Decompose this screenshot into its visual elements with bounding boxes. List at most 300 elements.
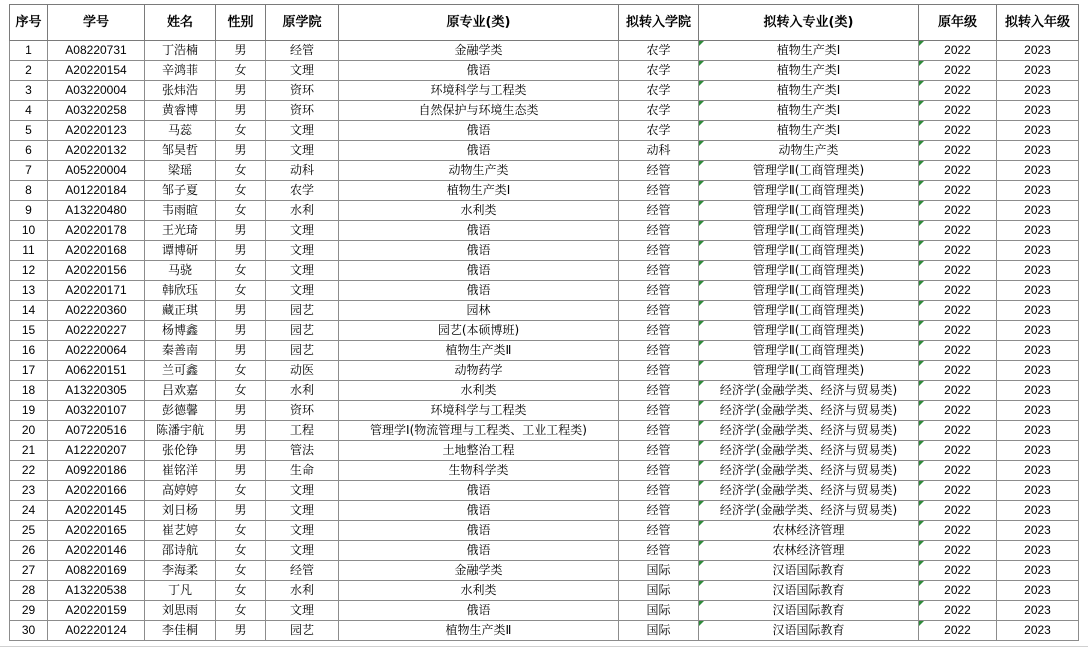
cell-target-grade[interactable]: 2023 — [997, 621, 1079, 641]
cell-original-grade[interactable]: 2022 — [919, 561, 997, 581]
cell-name[interactable]: 王光琦 — [145, 221, 216, 241]
cell-gender[interactable]: 男 — [216, 301, 266, 321]
cell-original-major[interactable]: 土地整治工程 — [339, 441, 619, 461]
cell-original-grade[interactable]: 2022 — [919, 241, 997, 261]
cell-original-major[interactable]: 水利类 — [339, 381, 619, 401]
cell-target-major[interactable]: 经济学(金融学类、经济与贸易类) — [699, 481, 919, 501]
cell-original-college[interactable]: 文理 — [266, 241, 339, 261]
header-target-grade[interactable]: 拟转入年级 — [997, 5, 1079, 41]
cell-name[interactable]: 谭博研 — [145, 241, 216, 261]
cell-target-college[interactable]: 农学 — [619, 41, 699, 61]
cell-target-college[interactable]: 经管 — [619, 241, 699, 261]
cell-gender[interactable]: 男 — [216, 321, 266, 341]
cell-seq[interactable]: 15 — [10, 321, 48, 341]
cell-name[interactable]: 藏正琪 — [145, 301, 216, 321]
cell-student-id[interactable]: A03220004 — [48, 81, 145, 101]
cell-original-college[interactable]: 文理 — [266, 61, 339, 81]
header-name[interactable]: 姓名 — [145, 5, 216, 41]
cell-original-major[interactable]: 俄语 — [339, 61, 619, 81]
cell-target-major[interactable]: 汉语国际教育 — [699, 561, 919, 581]
header-original-college[interactable]: 原学院 — [266, 5, 339, 41]
cell-original-major[interactable]: 俄语 — [339, 261, 619, 281]
cell-original-college[interactable]: 水利 — [266, 581, 339, 601]
cell-name[interactable]: 韩欣珏 — [145, 281, 216, 301]
cell-original-major[interactable]: 俄语 — [339, 241, 619, 261]
cell-original-major[interactable]: 植物生产类Ⅰ — [339, 181, 619, 201]
cell-target-major[interactable]: 动物生产类 — [699, 141, 919, 161]
cell-target-major[interactable]: 植物生产类Ⅰ — [699, 61, 919, 81]
cell-target-grade[interactable]: 2023 — [997, 161, 1079, 181]
cell-student-id[interactable]: A06220151 — [48, 361, 145, 381]
cell-target-major[interactable]: 管理学Ⅱ(工商管理类) — [699, 281, 919, 301]
cell-original-college[interactable]: 管法 — [266, 441, 339, 461]
cell-original-major[interactable]: 俄语 — [339, 141, 619, 161]
cell-gender[interactable]: 男 — [216, 41, 266, 61]
cell-seq[interactable]: 18 — [10, 381, 48, 401]
cell-original-major[interactable]: 俄语 — [339, 281, 619, 301]
cell-seq[interactable]: 12 — [10, 261, 48, 281]
cell-gender[interactable]: 女 — [216, 601, 266, 621]
cell-original-major[interactable]: 管理学Ⅰ(物流管理与工程类、工业工程类) — [339, 421, 619, 441]
header-original-grade[interactable]: 原年级 — [919, 5, 997, 41]
cell-original-college[interactable]: 资环 — [266, 101, 339, 121]
cell-original-major[interactable]: 金融学类 — [339, 41, 619, 61]
cell-target-major[interactable]: 管理学Ⅱ(工商管理类) — [699, 181, 919, 201]
cell-gender[interactable]: 女 — [216, 281, 266, 301]
cell-target-college[interactable]: 经管 — [619, 341, 699, 361]
cell-seq[interactable]: 30 — [10, 621, 48, 641]
cell-original-college[interactable]: 文理 — [266, 481, 339, 501]
cell-target-grade[interactable]: 2023 — [997, 81, 1079, 101]
cell-seq[interactable]: 6 — [10, 141, 48, 161]
cell-target-college[interactable]: 国际 — [619, 581, 699, 601]
cell-original-major[interactable]: 金融学类 — [339, 561, 619, 581]
cell-target-college[interactable]: 经管 — [619, 381, 699, 401]
cell-gender[interactable]: 男 — [216, 401, 266, 421]
cell-student-id[interactable]: A12220207 — [48, 441, 145, 461]
cell-target-college[interactable]: 农学 — [619, 61, 699, 81]
cell-gender[interactable]: 女 — [216, 121, 266, 141]
cell-target-grade[interactable]: 2023 — [997, 401, 1079, 421]
cell-original-major[interactable]: 俄语 — [339, 221, 619, 241]
cell-original-grade[interactable]: 2022 — [919, 461, 997, 481]
cell-seq[interactable]: 9 — [10, 201, 48, 221]
cell-target-major[interactable]: 管理学Ⅱ(工商管理类) — [699, 361, 919, 381]
cell-student-id[interactable]: A20220171 — [48, 281, 145, 301]
cell-target-major[interactable]: 管理学Ⅱ(工商管理类) — [699, 161, 919, 181]
cell-student-id[interactable]: A08220169 — [48, 561, 145, 581]
cell-original-college[interactable]: 生命 — [266, 461, 339, 481]
cell-student-id[interactable]: A02220124 — [48, 621, 145, 641]
cell-target-major[interactable]: 经济学(金融学类、经济与贸易类) — [699, 421, 919, 441]
cell-name[interactable]: 马蕊 — [145, 121, 216, 141]
cell-original-grade[interactable]: 2022 — [919, 401, 997, 421]
cell-seq[interactable]: 7 — [10, 161, 48, 181]
cell-target-college[interactable]: 经管 — [619, 481, 699, 501]
cell-gender[interactable]: 女 — [216, 181, 266, 201]
cell-original-major[interactable]: 俄语 — [339, 121, 619, 141]
cell-original-grade[interactable]: 2022 — [919, 301, 997, 321]
cell-original-grade[interactable]: 2022 — [919, 581, 997, 601]
cell-original-college[interactable]: 工程 — [266, 421, 339, 441]
cell-target-college[interactable]: 国际 — [619, 561, 699, 581]
cell-target-major[interactable]: 农林经济管理 — [699, 521, 919, 541]
cell-gender[interactable]: 男 — [216, 241, 266, 261]
cell-seq[interactable]: 20 — [10, 421, 48, 441]
cell-name[interactable]: 李海柔 — [145, 561, 216, 581]
cell-target-grade[interactable]: 2023 — [997, 441, 1079, 461]
cell-original-major[interactable]: 俄语 — [339, 501, 619, 521]
cell-seq[interactable]: 10 — [10, 221, 48, 241]
cell-target-major[interactable]: 管理学Ⅱ(工商管理类) — [699, 201, 919, 221]
cell-original-grade[interactable]: 2022 — [919, 501, 997, 521]
cell-seq[interactable]: 22 — [10, 461, 48, 481]
cell-gender[interactable]: 女 — [216, 201, 266, 221]
cell-target-major[interactable]: 汉语国际教育 — [699, 601, 919, 621]
header-target-college[interactable]: 拟转入学院 — [619, 5, 699, 41]
cell-original-grade[interactable]: 2022 — [919, 201, 997, 221]
cell-original-grade[interactable]: 2022 — [919, 381, 997, 401]
cell-original-grade[interactable]: 2022 — [919, 481, 997, 501]
cell-student-id[interactable]: A20220159 — [48, 601, 145, 621]
cell-original-major[interactable]: 自然保护与环境生态类 — [339, 101, 619, 121]
cell-target-major[interactable]: 植物生产类Ⅰ — [699, 41, 919, 61]
cell-student-id[interactable]: A02220360 — [48, 301, 145, 321]
cell-original-major[interactable]: 俄语 — [339, 521, 619, 541]
cell-student-id[interactable]: A20220123 — [48, 121, 145, 141]
cell-target-grade[interactable]: 2023 — [997, 381, 1079, 401]
cell-target-major[interactable]: 农林经济管理 — [699, 541, 919, 561]
cell-original-grade[interactable]: 2022 — [919, 601, 997, 621]
cell-seq[interactable]: 11 — [10, 241, 48, 261]
cell-name[interactable]: 吕欢嘉 — [145, 381, 216, 401]
cell-original-college[interactable]: 农学 — [266, 181, 339, 201]
cell-target-grade[interactable]: 2023 — [997, 41, 1079, 61]
cell-target-major[interactable]: 管理学Ⅱ(工商管理类) — [699, 321, 919, 341]
cell-target-college[interactable]: 农学 — [619, 101, 699, 121]
cell-target-major[interactable]: 经济学(金融学类、经济与贸易类) — [699, 381, 919, 401]
cell-name[interactable]: 马骁 — [145, 261, 216, 281]
cell-seq[interactable]: 21 — [10, 441, 48, 461]
cell-target-college[interactable]: 经管 — [619, 181, 699, 201]
cell-target-college[interactable]: 经管 — [619, 541, 699, 561]
cell-seq[interactable]: 14 — [10, 301, 48, 321]
cell-target-grade[interactable]: 2023 — [997, 201, 1079, 221]
cell-gender[interactable]: 男 — [216, 141, 266, 161]
cell-gender[interactable]: 女 — [216, 521, 266, 541]
cell-gender[interactable]: 女 — [216, 61, 266, 81]
cell-name[interactable]: 邹昊哲 — [145, 141, 216, 161]
cell-original-college[interactable]: 文理 — [266, 121, 339, 141]
cell-target-college[interactable]: 经管 — [619, 261, 699, 281]
cell-name[interactable]: 丁凡 — [145, 581, 216, 601]
cell-original-grade[interactable]: 2022 — [919, 221, 997, 241]
cell-gender[interactable]: 男 — [216, 421, 266, 441]
cell-name[interactable]: 陈潘宇航 — [145, 421, 216, 441]
cell-name[interactable]: 邵诗航 — [145, 541, 216, 561]
cell-target-college[interactable]: 经管 — [619, 361, 699, 381]
cell-target-grade[interactable]: 2023 — [997, 601, 1079, 621]
cell-original-major[interactable]: 水利类 — [339, 581, 619, 601]
cell-gender[interactable]: 男 — [216, 81, 266, 101]
cell-target-grade[interactable]: 2023 — [997, 561, 1079, 581]
cell-original-college[interactable]: 文理 — [266, 541, 339, 561]
cell-original-college[interactable]: 资环 — [266, 401, 339, 421]
cell-original-college[interactable]: 园艺 — [266, 341, 339, 361]
cell-target-grade[interactable]: 2023 — [997, 141, 1079, 161]
cell-student-id[interactable]: A07220516 — [48, 421, 145, 441]
cell-gender[interactable]: 男 — [216, 221, 266, 241]
cell-target-grade[interactable]: 2023 — [997, 421, 1079, 441]
cell-original-college[interactable]: 动医 — [266, 361, 339, 381]
cell-gender[interactable]: 男 — [216, 441, 266, 461]
cell-original-major[interactable]: 俄语 — [339, 601, 619, 621]
cell-seq[interactable]: 17 — [10, 361, 48, 381]
cell-name[interactable]: 高婷婷 — [145, 481, 216, 501]
cell-seq[interactable]: 5 — [10, 121, 48, 141]
cell-target-grade[interactable]: 2023 — [997, 541, 1079, 561]
cell-original-grade[interactable]: 2022 — [919, 361, 997, 381]
cell-target-college[interactable]: 经管 — [619, 321, 699, 341]
cell-original-grade[interactable]: 2022 — [919, 421, 997, 441]
cell-seq[interactable]: 26 — [10, 541, 48, 561]
cell-target-grade[interactable]: 2023 — [997, 281, 1079, 301]
cell-student-id[interactable]: A20220145 — [48, 501, 145, 521]
cell-student-id[interactable]: A20220168 — [48, 241, 145, 261]
cell-target-college[interactable]: 经管 — [619, 401, 699, 421]
cell-original-major[interactable]: 植物生产类Ⅱ — [339, 341, 619, 361]
cell-original-major[interactable]: 俄语 — [339, 541, 619, 561]
cell-target-major[interactable]: 植物生产类Ⅰ — [699, 101, 919, 121]
cell-student-id[interactable]: A20220166 — [48, 481, 145, 501]
cell-name[interactable]: 杨博鑫 — [145, 321, 216, 341]
cell-original-major[interactable]: 环境科学与工程类 — [339, 401, 619, 421]
cell-gender[interactable]: 女 — [216, 261, 266, 281]
cell-seq[interactable]: 24 — [10, 501, 48, 521]
cell-target-grade[interactable]: 2023 — [997, 341, 1079, 361]
cell-target-major[interactable]: 汉语国际教育 — [699, 581, 919, 601]
cell-original-major[interactable]: 动物药学 — [339, 361, 619, 381]
cell-original-college[interactable]: 文理 — [266, 261, 339, 281]
cell-student-id[interactable]: A13220538 — [48, 581, 145, 601]
cell-target-major[interactable]: 汉语国际教育 — [699, 621, 919, 641]
cell-gender[interactable]: 男 — [216, 621, 266, 641]
cell-target-grade[interactable]: 2023 — [997, 241, 1079, 261]
cell-target-major[interactable]: 管理学Ⅱ(工商管理类) — [699, 301, 919, 321]
cell-original-grade[interactable]: 2022 — [919, 121, 997, 141]
cell-seq[interactable]: 27 — [10, 561, 48, 581]
cell-seq[interactable]: 19 — [10, 401, 48, 421]
cell-name[interactable]: 张伦铮 — [145, 441, 216, 461]
cell-name[interactable]: 兰可鑫 — [145, 361, 216, 381]
cell-gender[interactable]: 女 — [216, 561, 266, 581]
cell-gender[interactable]: 女 — [216, 361, 266, 381]
cell-student-id[interactable]: A05220004 — [48, 161, 145, 181]
cell-seq[interactable]: 13 — [10, 281, 48, 301]
cell-target-major[interactable]: 管理学Ⅱ(工商管理类) — [699, 241, 919, 261]
cell-original-college[interactable]: 经管 — [266, 561, 339, 581]
cell-target-grade[interactable]: 2023 — [997, 221, 1079, 241]
cell-target-grade[interactable]: 2023 — [997, 261, 1079, 281]
cell-gender[interactable]: 女 — [216, 161, 266, 181]
cell-seq[interactable]: 25 — [10, 521, 48, 541]
cell-original-grade[interactable]: 2022 — [919, 341, 997, 361]
cell-original-college[interactable]: 文理 — [266, 141, 339, 161]
cell-original-major[interactable]: 园艺(本硕博班) — [339, 321, 619, 341]
cell-name[interactable]: 丁浩楠 — [145, 41, 216, 61]
cell-target-grade[interactable]: 2023 — [997, 521, 1079, 541]
cell-original-major[interactable]: 植物生产类Ⅱ — [339, 621, 619, 641]
cell-target-college[interactable]: 经管 — [619, 221, 699, 241]
cell-original-college[interactable]: 文理 — [266, 281, 339, 301]
cell-original-college[interactable]: 园艺 — [266, 621, 339, 641]
header-seq[interactable]: 序号 — [10, 5, 48, 41]
cell-original-grade[interactable]: 2022 — [919, 161, 997, 181]
cell-target-college[interactable]: 经管 — [619, 281, 699, 301]
cell-target-grade[interactable]: 2023 — [997, 361, 1079, 381]
cell-target-grade[interactable]: 2023 — [997, 121, 1079, 141]
cell-student-id[interactable]: A02220064 — [48, 341, 145, 361]
cell-target-major[interactable]: 植物生产类Ⅰ — [699, 121, 919, 141]
cell-name[interactable]: 梁瑶 — [145, 161, 216, 181]
header-target-major[interactable]: 拟转入专业(类) — [699, 5, 919, 41]
header-gender[interactable]: 性别 — [216, 5, 266, 41]
cell-seq[interactable]: 23 — [10, 481, 48, 501]
cell-gender[interactable]: 女 — [216, 481, 266, 501]
cell-student-id[interactable]: A03220258 — [48, 101, 145, 121]
cell-target-grade[interactable]: 2023 — [997, 461, 1079, 481]
cell-target-major[interactable]: 管理学Ⅱ(工商管理类) — [699, 341, 919, 361]
cell-student-id[interactable]: A03220107 — [48, 401, 145, 421]
cell-target-college[interactable]: 经管 — [619, 501, 699, 521]
cell-original-college[interactable]: 经管 — [266, 41, 339, 61]
cell-seq[interactable]: 3 — [10, 81, 48, 101]
cell-gender[interactable]: 女 — [216, 541, 266, 561]
cell-gender[interactable]: 男 — [216, 501, 266, 521]
cell-student-id[interactable]: A13220305 — [48, 381, 145, 401]
cell-target-college[interactable]: 经管 — [619, 301, 699, 321]
cell-original-college[interactable]: 文理 — [266, 521, 339, 541]
cell-target-college[interactable]: 经管 — [619, 161, 699, 181]
cell-original-major[interactable]: 环境科学与工程类 — [339, 81, 619, 101]
cell-target-grade[interactable]: 2023 — [997, 321, 1079, 341]
cell-student-id[interactable]: A20220146 — [48, 541, 145, 561]
cell-name[interactable]: 刘思雨 — [145, 601, 216, 621]
cell-original-college[interactable]: 动科 — [266, 161, 339, 181]
cell-original-college[interactable]: 水利 — [266, 201, 339, 221]
cell-original-grade[interactable]: 2022 — [919, 101, 997, 121]
cell-target-major[interactable]: 经济学(金融学类、经济与贸易类) — [699, 501, 919, 521]
cell-seq[interactable]: 8 — [10, 181, 48, 201]
cell-target-college[interactable]: 农学 — [619, 121, 699, 141]
cell-gender[interactable]: 男 — [216, 461, 266, 481]
cell-target-major[interactable]: 管理学Ⅱ(工商管理类) — [699, 261, 919, 281]
cell-target-grade[interactable]: 2023 — [997, 61, 1079, 81]
cell-student-id[interactable]: A20220178 — [48, 221, 145, 241]
cell-target-college[interactable]: 经管 — [619, 421, 699, 441]
cell-student-id[interactable]: A13220480 — [48, 201, 145, 221]
cell-original-college[interactable]: 文理 — [266, 601, 339, 621]
cell-original-major[interactable]: 园林 — [339, 301, 619, 321]
cell-original-grade[interactable]: 2022 — [919, 81, 997, 101]
cell-original-grade[interactable]: 2022 — [919, 261, 997, 281]
cell-name[interactable]: 崔艺婷 — [145, 521, 216, 541]
cell-gender[interactable]: 女 — [216, 581, 266, 601]
cell-target-major[interactable]: 经济学(金融学类、经济与贸易类) — [699, 401, 919, 421]
cell-original-grade[interactable]: 2022 — [919, 321, 997, 341]
cell-target-major[interactable]: 经济学(金融学类、经济与贸易类) — [699, 461, 919, 481]
cell-original-grade[interactable]: 2022 — [919, 541, 997, 561]
cell-original-grade[interactable]: 2022 — [919, 521, 997, 541]
cell-student-id[interactable]: A20220132 — [48, 141, 145, 161]
cell-target-major[interactable]: 植物生产类Ⅰ — [699, 81, 919, 101]
cell-original-major[interactable]: 生物科学类 — [339, 461, 619, 481]
header-student-id[interactable]: 学号 — [48, 5, 145, 41]
cell-original-college[interactable]: 文理 — [266, 501, 339, 521]
cell-student-id[interactable]: A20220156 — [48, 261, 145, 281]
cell-target-grade[interactable]: 2023 — [997, 481, 1079, 501]
cell-original-grade[interactable]: 2022 — [919, 441, 997, 461]
cell-name[interactable]: 刘日杨 — [145, 501, 216, 521]
cell-student-id[interactable]: A08220731 — [48, 41, 145, 61]
cell-target-college[interactable]: 经管 — [619, 461, 699, 481]
cell-name[interactable]: 邹子夏 — [145, 181, 216, 201]
cell-target-college[interactable]: 经管 — [619, 441, 699, 461]
cell-target-grade[interactable]: 2023 — [997, 581, 1079, 601]
cell-student-id[interactable]: A09220186 — [48, 461, 145, 481]
cell-original-grade[interactable]: 2022 — [919, 61, 997, 81]
cell-original-college[interactable]: 园艺 — [266, 321, 339, 341]
cell-target-college[interactable]: 经管 — [619, 521, 699, 541]
cell-student-id[interactable]: A01220184 — [48, 181, 145, 201]
cell-target-college[interactable]: 动科 — [619, 141, 699, 161]
cell-original-grade[interactable]: 2022 — [919, 281, 997, 301]
cell-target-major[interactable]: 经济学(金融学类、经济与贸易类) — [699, 441, 919, 461]
cell-target-grade[interactable]: 2023 — [997, 301, 1079, 321]
cell-original-major[interactable]: 动物生产类 — [339, 161, 619, 181]
cell-original-major[interactable]: 俄语 — [339, 481, 619, 501]
cell-original-grade[interactable]: 2022 — [919, 181, 997, 201]
cell-student-id[interactable]: A02220227 — [48, 321, 145, 341]
cell-target-college[interactable]: 国际 — [619, 621, 699, 641]
cell-name[interactable]: 秦善南 — [145, 341, 216, 361]
cell-gender[interactable]: 男 — [216, 101, 266, 121]
cell-target-college[interactable]: 农学 — [619, 81, 699, 101]
cell-student-id[interactable]: A20220154 — [48, 61, 145, 81]
cell-original-college[interactable]: 文理 — [266, 221, 339, 241]
cell-seq[interactable]: 16 — [10, 341, 48, 361]
cell-name[interactable]: 彭德馨 — [145, 401, 216, 421]
cell-original-college[interactable]: 资环 — [266, 81, 339, 101]
cell-target-major[interactable]: 管理学Ⅱ(工商管理类) — [699, 221, 919, 241]
cell-target-grade[interactable]: 2023 — [997, 181, 1079, 201]
cell-gender[interactable]: 男 — [216, 341, 266, 361]
cell-original-grade[interactable]: 2022 — [919, 141, 997, 161]
cell-original-grade[interactable]: 2022 — [919, 621, 997, 641]
cell-seq[interactable]: 4 — [10, 101, 48, 121]
cell-name[interactable]: 韦雨暄 — [145, 201, 216, 221]
cell-seq[interactable]: 29 — [10, 601, 48, 621]
cell-gender[interactable]: 女 — [216, 381, 266, 401]
cell-original-grade[interactable]: 2022 — [919, 41, 997, 61]
cell-name[interactable]: 黄睿博 — [145, 101, 216, 121]
cell-target-grade[interactable]: 2023 — [997, 501, 1079, 521]
header-original-major[interactable]: 原专业(类) — [339, 5, 619, 41]
cell-seq[interactable]: 2 — [10, 61, 48, 81]
cell-student-id[interactable]: A20220165 — [48, 521, 145, 541]
cell-seq[interactable]: 28 — [10, 581, 48, 601]
cell-original-major[interactable]: 水利类 — [339, 201, 619, 221]
